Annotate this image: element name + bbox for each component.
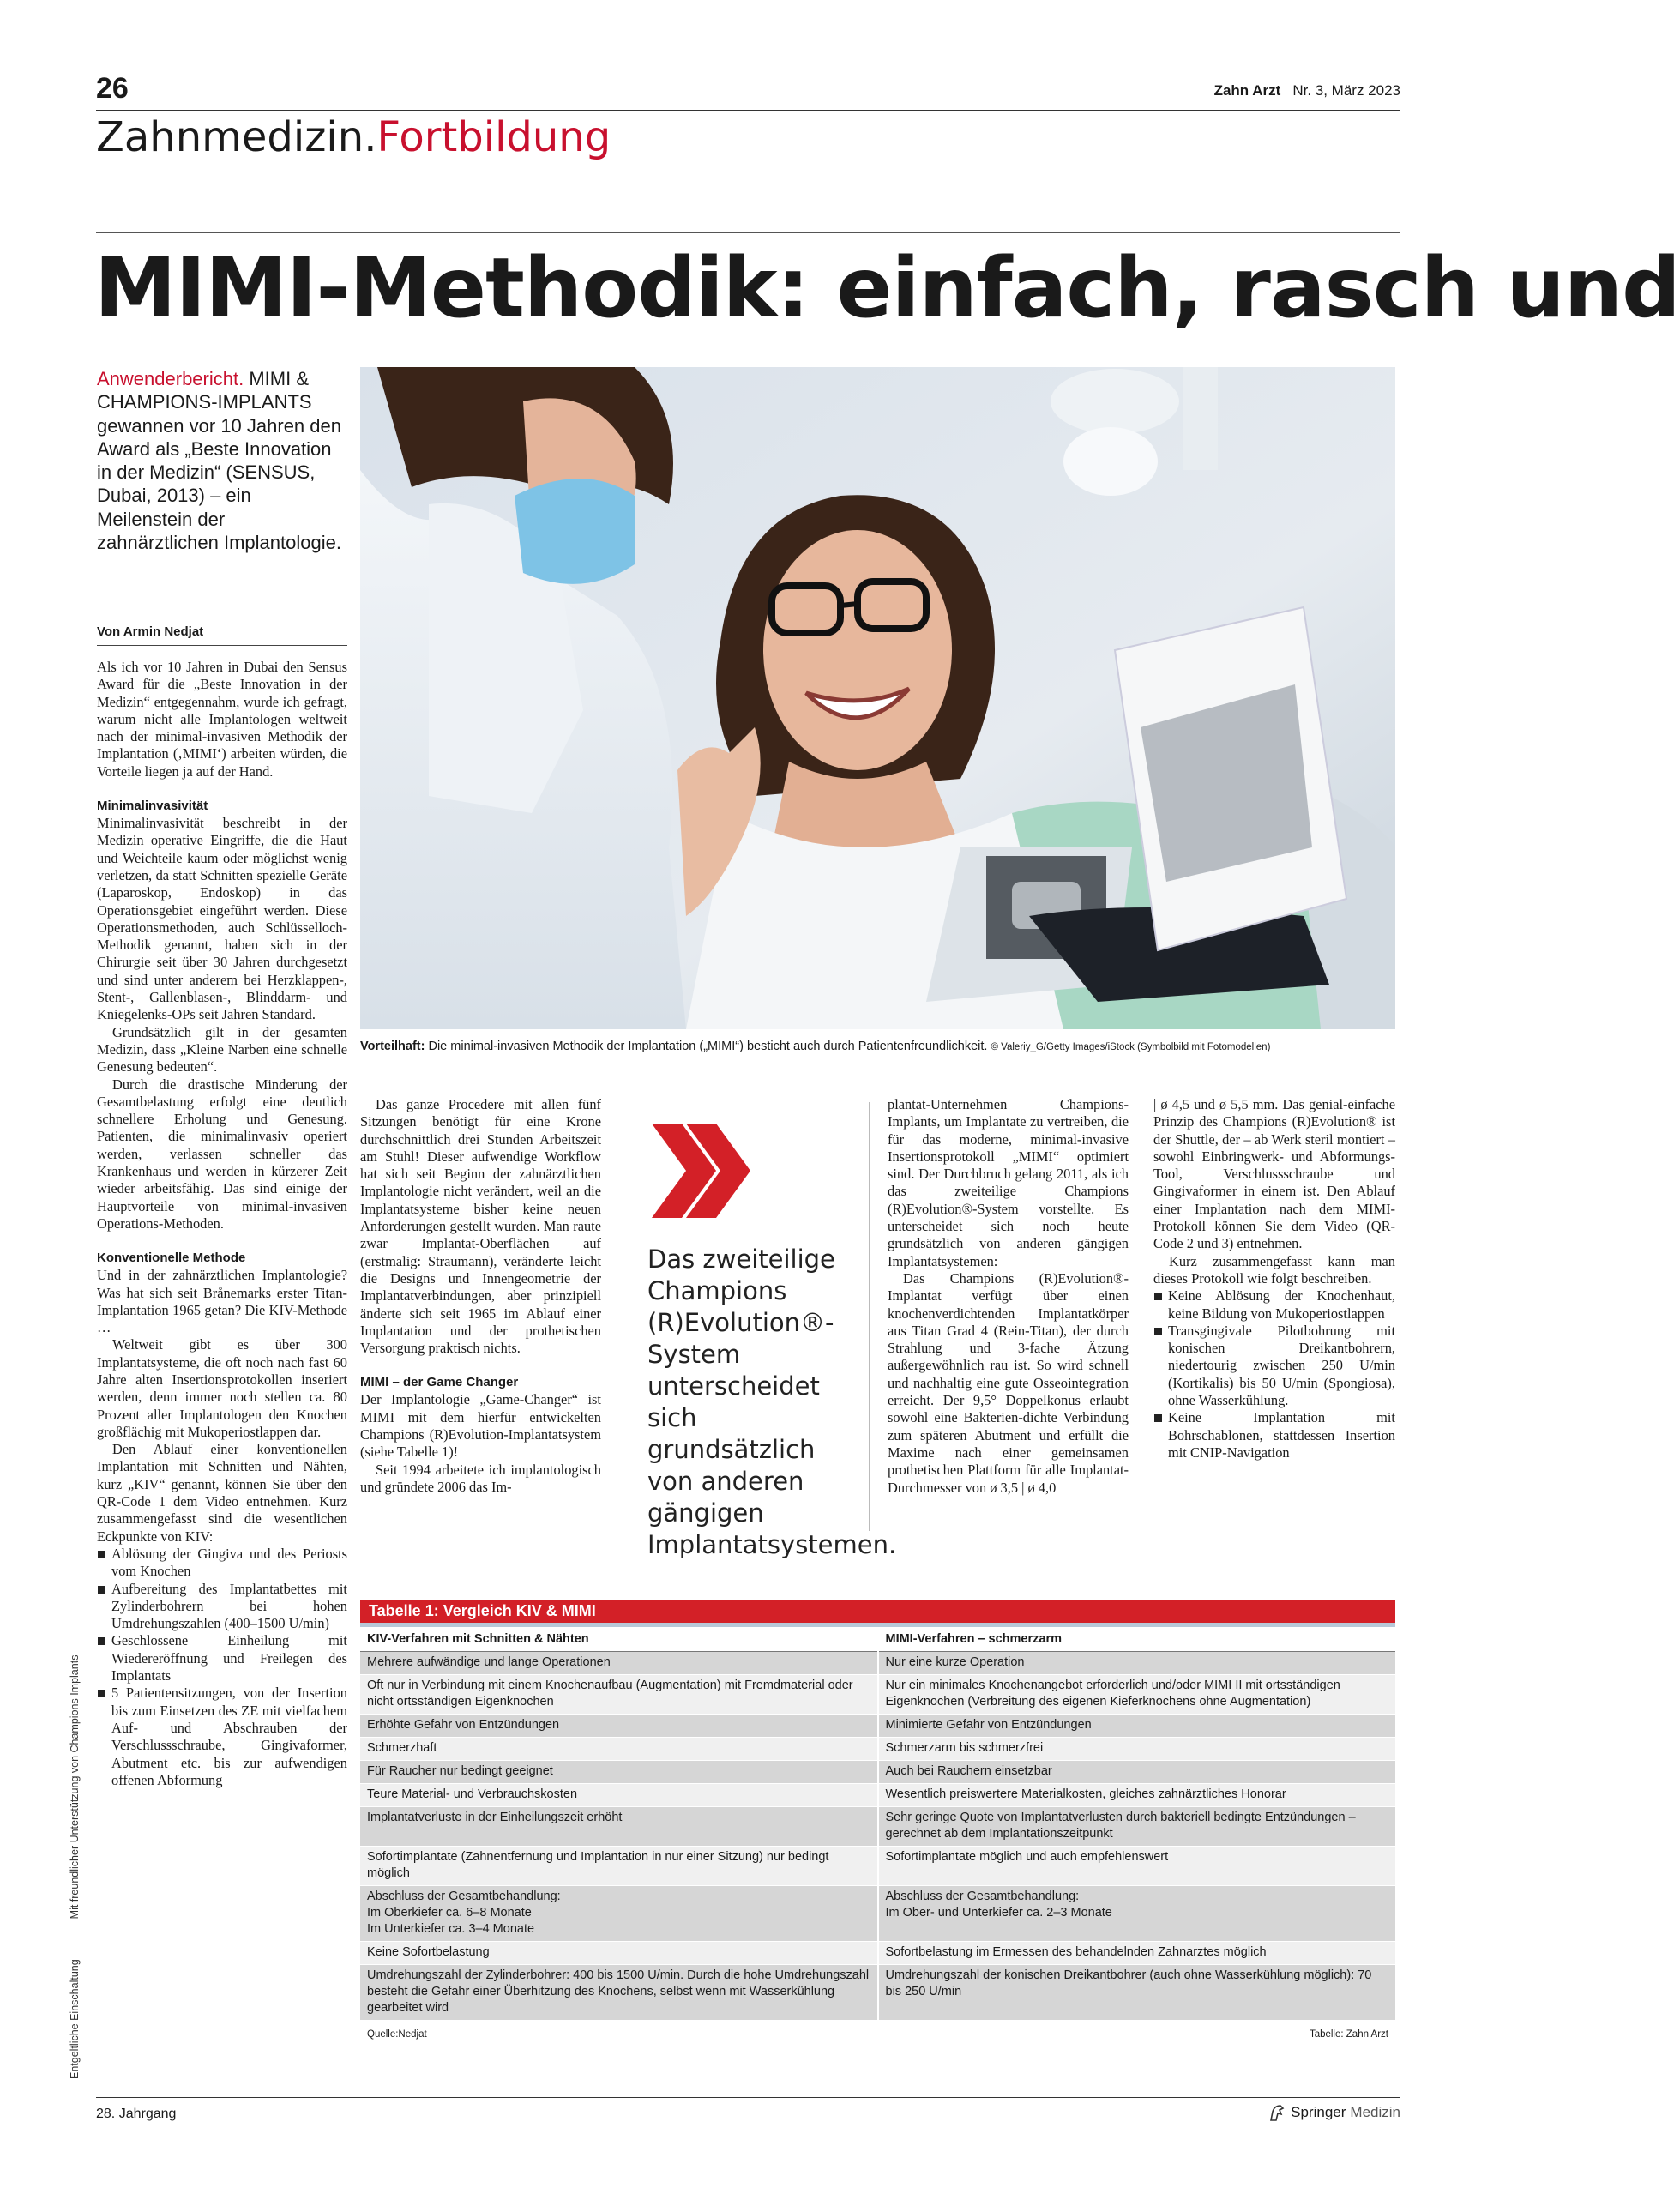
- issue-info: Nr. 3, März 2023: [1292, 82, 1400, 99]
- sponsor-note-part1: Entgeltliche Einschaltung: [69, 1959, 81, 2079]
- table-cell-mimi: Abschluss der Gesamtbehandlung: Im Ober- und Unterkiefer ca. 2–3 Monate: [878, 1886, 1396, 1942]
- text-column-5: [1153, 1096, 1395, 1462]
- publication-name: Zahn Arzt: [1213, 82, 1281, 99]
- list-item: Keine Ablösung der Knochenhaut, keine Bildung von Mukoperiostlappen: [1153, 1287, 1395, 1323]
- paragraph: Und in der zahnärztlichen Implantologie? Was hat sich seit Brånemarks erster Titan-Implantation 1965 getan? Die KIV-Methode …: [97, 1267, 347, 1336]
- paragraph: plantat-Unternehmen Champions-Implants, um Implantate zu vertreiben, die für das moderne, minimal-invasive Insertionsprotokoll „MIMI“ optimiert sind. Der Durchbruch gelang 2011, als ich das zweiteilige Champions (R)Evolution®-System vorstellte. Es unterscheidet sich noch heute grundsätzlich von anderen gängigen Implantatsystemen:: [888, 1096, 1129, 1269]
- table-row: [360, 1761, 1395, 1784]
- paragraph: Den Ablauf einer konventionellen Implantation mit Schnitten und Nähten, kurz „KIV“ genannt, können Sie über den QR-Code 1 dem Video entnehmen. Kurz zusammengefasst sind die wesentlichen Eckpunkte von KIV:: [97, 1441, 347, 1545]
- table-cell-kiv: Umdrehungszahl der Zylinderbohrer: 400 bis 1500 U/min. Durch die hohe Umdrehungszahl besteht die Gefahr einer Überhitzung des Knochens, selbst wenn mit Wasserkühlung gearbeitet wird: [360, 1965, 878, 2021]
- list-item: Ablösung der Gingiva und des Periosts vom Knochen: [97, 1546, 347, 1581]
- subheading-minimalinvasivitaet: Minimalinvasivität: [97, 799, 208, 814]
- paragraph: Der Implantologie „Game-Changer“ ist MIMI mit dem hierfür entwickelten Champions (R)Evolution-Implantatsystem (siehe Tabelle 1)!: [360, 1391, 601, 1461]
- table-cell-mimi: Umdrehungszahl der konischen Dreikantbohrer (auch ohne Wasserkühlung möglich): 70 bis 250 U/min: [878, 1965, 1396, 2021]
- text-column-1: [97, 659, 347, 1789]
- subheading-konventionelle-methode: Konventionelle Methode: [97, 1251, 246, 1266]
- section-sub: Fortbildung: [376, 113, 611, 161]
- author-rule: [97, 645, 347, 646]
- article-headline: MIMI-Methodik: einfach, rasch und: [94, 240, 1680, 336]
- list-item: Keine Implantation mit Bohrschablonen, stattdessen Insertion mit CNIP-Navigation: [1153, 1409, 1395, 1462]
- teaser-text: MIMI & CHAMPIONS-IMPLANTS gewannen vor 10 Jahren den Award als „Beste Innovation in der Medizin“ (SENSUS, Dubai, 2013) – ein Meilenstein der zahnärztlichen Implantologie.: [97, 368, 341, 554]
- article-teaser: [97, 367, 346, 554]
- table-row: [360, 1807, 1395, 1847]
- table-row: [360, 1675, 1395, 1715]
- table-cell-mimi: Schmerzarm bis schmerzfrei: [878, 1738, 1396, 1761]
- table-row: [360, 1784, 1395, 1807]
- table-cell-kiv: Keine Sofortbelastung: [360, 1942, 878, 1965]
- paragraph: Das ganze Procedere mit allen fünf Sitzungen benötigt für eine Krone durchschnittlich drei Stunden Arbeitszeit am Stuhl! Dieser aufwendige Workflow hat sich seit Beginn der zahnärztlichen Implantologie nicht verändert, weil an die Implantatsysteme bisher keine neuen Anforderungen gestellt wurden. Man raute zwar Implantat-Oberflächen auf (erstmalig: Straumann), veränderte leicht die Designs und Innengeometrie der Implantatverbindungen, aber prinzipiell änderte sich seit 1965 im Ablauf einer Implantation und der prothetischen Versorgung praktisch nichts.: [360, 1096, 601, 1357]
- publisher-logo: [1268, 2103, 1400, 2122]
- paragraph: Das Champions (R)Evolution®-Implantat verfügt über einen knochenverdichtenden Implantatkörper aus Titan Grad 4 (Rein-Titan), der durch Strahlung und 3-fache Ätzung außergewöhnlich rau ist. So wird schnell und nachhaltig eine gute Osseointegration erreicht. Der 9,5° Doppelkonus erlaubt sowohl eine Bakterien-dichte Verbindung zum späteren Abutment und erfüllt die Maxime nach einer gemeinsamen prothetischen Plattform für alle Implantat-Durchmesser von ø 3,5 | ø 4,0: [888, 1269, 1129, 1496]
- quote-marks-icon: [647, 1119, 750, 1222]
- table-header-mimi: MIMI-Verfahren – schmerzarm: [878, 1627, 1396, 1652]
- table-cell-mimi: Auch bei Rauchern einsetzbar: [878, 1761, 1396, 1784]
- teaser-kicker: Anwenderbericht.: [97, 368, 244, 389]
- mimi-bullet-list: [1153, 1287, 1395, 1462]
- table-cell-mimi: Minimierte Gefahr von Entzündungen: [878, 1715, 1396, 1738]
- paragraph: Weltweit gibt es über 300 Implantatsysteme, die oft noch nach fast 60 Jahre alten Insertionsprotokollen inseriert werden, denn immer noch stellen ca. 80 Prozent aller Implantologen den Knochen großflächig mit Mukoperiostlappen dar.: [97, 1336, 347, 1440]
- comparison-table: [360, 1600, 1395, 2040]
- list-item: Geschlossene Einheilung mit Wiedereröffnung und Freilegen des Implantats: [97, 1632, 347, 1685]
- section-main: Zahnmedizin.: [96, 113, 377, 161]
- table-cell-kiv: Sofortimplantate (Zahnentfernung und Implantation in nur einer Sitzung) nur bedingt möglich: [360, 1847, 878, 1886]
- caption-text: Die minimal-invasiven Methodik der Implantation („MIMI“) besticht auch durch Patientenfreundlichkeit.: [428, 1040, 988, 1053]
- photo-caption: [360, 1040, 1395, 1053]
- table-source: Quelle:Nedjat: [367, 2029, 427, 2040]
- article-photo: [360, 367, 1395, 1029]
- table-row: [360, 1715, 1395, 1738]
- table-footer: [360, 2021, 1395, 2040]
- paragraph: Minimalinvasivität beschreibt in der Medizin operative Eingriffe, die die Haut und Weichteile kaum oder möglichst wenig verletzen, da statt Schnitten spezielle Geräte (Laparoskop, Endoskop) in das Operationsgebiet eingeführt werden. Diese Operationsmethoden, auch Schlüsselloch-Methodik genannt, haben sich in der Chirurgie seit über 30 Jahren durchgesetzt und sind unter anderem bei Herzklappen-, Stent-, Gallenblasen-, Blinddarm- und Kniegelenks-OPs seit Jahren Standard.: [97, 815, 347, 1023]
- table-cell-kiv: Teure Material- und Verbrauchskosten: [360, 1784, 878, 1807]
- subheading-game-changer: MIMI – der Game Changer: [360, 1375, 519, 1390]
- pull-quote: [639, 1102, 897, 1559]
- table-row: [360, 1847, 1395, 1886]
- masthead: [1214, 82, 1400, 99]
- table-row: [360, 1886, 1395, 1942]
- pull-quote-text: Das zweiteilige Champions (R)Evolution®-System unterscheidet sich grundsätzlich von anderen gängigen Implantatsystemen.: [647, 1245, 897, 1559]
- publisher-name: Springer: [1291, 2104, 1346, 2120]
- table-header-row: [360, 1627, 1395, 1652]
- sponsor-note-part2: Mit freundlicher Unterstützung von Champions Implants: [69, 1654, 81, 1920]
- table-cell-kiv: Abschluss der Gesamtbehandlung: Im Oberkiefer ca. 6–8 Monate Im Unterkiefer ca. 3–4 Monate: [360, 1886, 878, 1942]
- table-row: [360, 1965, 1395, 2021]
- caption-lead: Vorteilhaft:: [360, 1040, 425, 1053]
- table-cell-kiv: Implantatverluste in der Einheilungszeit erhöht: [360, 1807, 878, 1847]
- table-cell-mimi: Sofortimplantate möglich und auch empfehlenswert: [878, 1847, 1396, 1886]
- list-item: 5 Patientensitzungen, von der Insertion bis zum Einsetzen des ZE mit vielfachem Auf- und Abschrauben der Verschlussschraube, Gingivaformer, Abutment etc. bis zur aufwendigen offenen Abformung: [97, 1685, 347, 1789]
- photo-credit: © Valeriy_G/Getty Images/iStock (Symbolbild mit Fotomodellen): [991, 1042, 1271, 1052]
- list-item: Aufbereitung des Implantatbettes mit Zylinderbohrern bei hohen Umdrehungszahlen (400–1500 U/min): [97, 1581, 347, 1633]
- table-cell-kiv: Schmerzhaft: [360, 1738, 878, 1761]
- table-credit: Tabelle: Zahn Arzt: [1309, 2029, 1388, 2040]
- paragraph: Durch die drastische Minderung der Gesamtbelastung erfolgt eine deutlich schnellere Erholung und Genesung. Patienten, die minimalinvasiv operiert werden, verlassen schneller das Krankenhaus und werden in kürzerer Zeit wieder arbeitsfähig. Das sind einige der Hauptvorteile von minimal-invasiven Operations-Methoden.: [97, 1076, 347, 1232]
- author-byline: Von Armin Nedjat: [97, 624, 204, 639]
- table-cell-mimi: Sofortbelastung im Ermessen des behandelnden Zahnarztes möglich: [878, 1942, 1396, 1965]
- publisher-sub: Medizin: [1350, 2104, 1400, 2120]
- table-header-kiv: KIV-Verfahren mit Schnitten & Nähten: [360, 1627, 878, 1652]
- paragraph: Grundsätzlich gilt in der gesamten Medizin, dass „Kleine Narben eine schnelle Genesung bedeuten“.: [97, 1023, 347, 1076]
- table-cell-mimi: Nur eine kurze Operation: [878, 1652, 1396, 1675]
- volume-info: 28. Jahrgang: [96, 2107, 177, 2121]
- title-rule: [96, 232, 1400, 233]
- dentist-patient-illustration: [360, 367, 1395, 1029]
- table-row: [360, 1652, 1395, 1675]
- header-rule: [96, 110, 1400, 111]
- page-number: 26: [96, 72, 129, 105]
- table-row: [360, 1942, 1395, 1965]
- table-cell-mimi: Wesentlich preiswertere Materialkosten, gleiches zahnärztliches Honorar: [878, 1784, 1396, 1807]
- kiv-bullet-list: [97, 1546, 347, 1789]
- intro-paragraph: Als ich vor 10 Jahren in Dubai den Sensus Award für die „Beste Innovation in der Medizin“ entgegennahm, wurde ich gefragt, warum nicht alle Implantologen weltweit nach der minimal-invasiven Methodik der Implantation (‚MIMI‘) arbeiten würden, die Vorteile liegen ja auf der Hand.: [97, 659, 347, 780]
- table: [360, 1627, 1395, 2021]
- table-title: Tabelle 1: Vergleich KIV & MIMI: [360, 1600, 1395, 1623]
- table-body: [360, 1652, 1395, 2021]
- text-column-2: [360, 1096, 601, 1496]
- footer-rule: [96, 2097, 1400, 2098]
- springer-horse-icon: [1268, 2103, 1286, 2122]
- paragraph: | ø 4,5 und ø 5,5 mm. Das genial-einfache Prinzip des Champions (R)Evolution® ist der Shuttle, der – ab Werk steril montiert – sowohl Einbringwerk- und Abformungs-Tool, Verschlussschraube und Gingivaformer in einem ist. Den Ablauf einer Implantation nach dem MIMI-Protokoll können Sie dem Video (QR-Code 2 und 3) entnehmen.: [1153, 1096, 1395, 1252]
- table-cell-mimi: Sehr geringe Quote von Implantatverlusten durch bakteriell bedingte Entzündungen – gerechnet ab dem Implantationszeitpunkt: [878, 1807, 1396, 1847]
- text-column-4: [888, 1096, 1129, 1497]
- table-cell-mimi: Nur ein minimales Knochenangebot erforderlich und/oder MIMI II mit ortsständigen Eigenknochen (Verbreitung des eigenen Kieferknochens ohne Augmentation): [878, 1675, 1396, 1715]
- table-cell-kiv: Oft nur in Verbindung mit einem Knochenaufbau (Augmentation) mit Fremdmaterial oder nicht ortsständigen Eigenknochen: [360, 1675, 878, 1715]
- list-item: Transgingivale Pilotbohrung mit konischen Dreikantbohrern, niedertourig zwischen 250 U/min (Kortikalis) bis 50 U/min (Spongiosa), ohne Wasserkühlung.: [1153, 1323, 1395, 1409]
- table-row: [360, 1738, 1395, 1761]
- paragraph: Kurz zusammengefasst kann man dieses Protokoll wie folgt beschreiben.: [1153, 1252, 1395, 1287]
- paragraph: Seit 1994 arbeitete ich implantologisch und gründete 2006 das Im-: [360, 1461, 601, 1495]
- table-cell-kiv: Für Raucher nur bedingt geeignet: [360, 1761, 878, 1784]
- sponsor-note: [69, 1655, 81, 2079]
- section-title: [96, 113, 611, 161]
- table-cell-kiv: Erhöhte Gefahr von Entzündungen: [360, 1715, 878, 1738]
- table-cell-kiv: Mehrere aufwändige und lange Operationen: [360, 1652, 878, 1675]
